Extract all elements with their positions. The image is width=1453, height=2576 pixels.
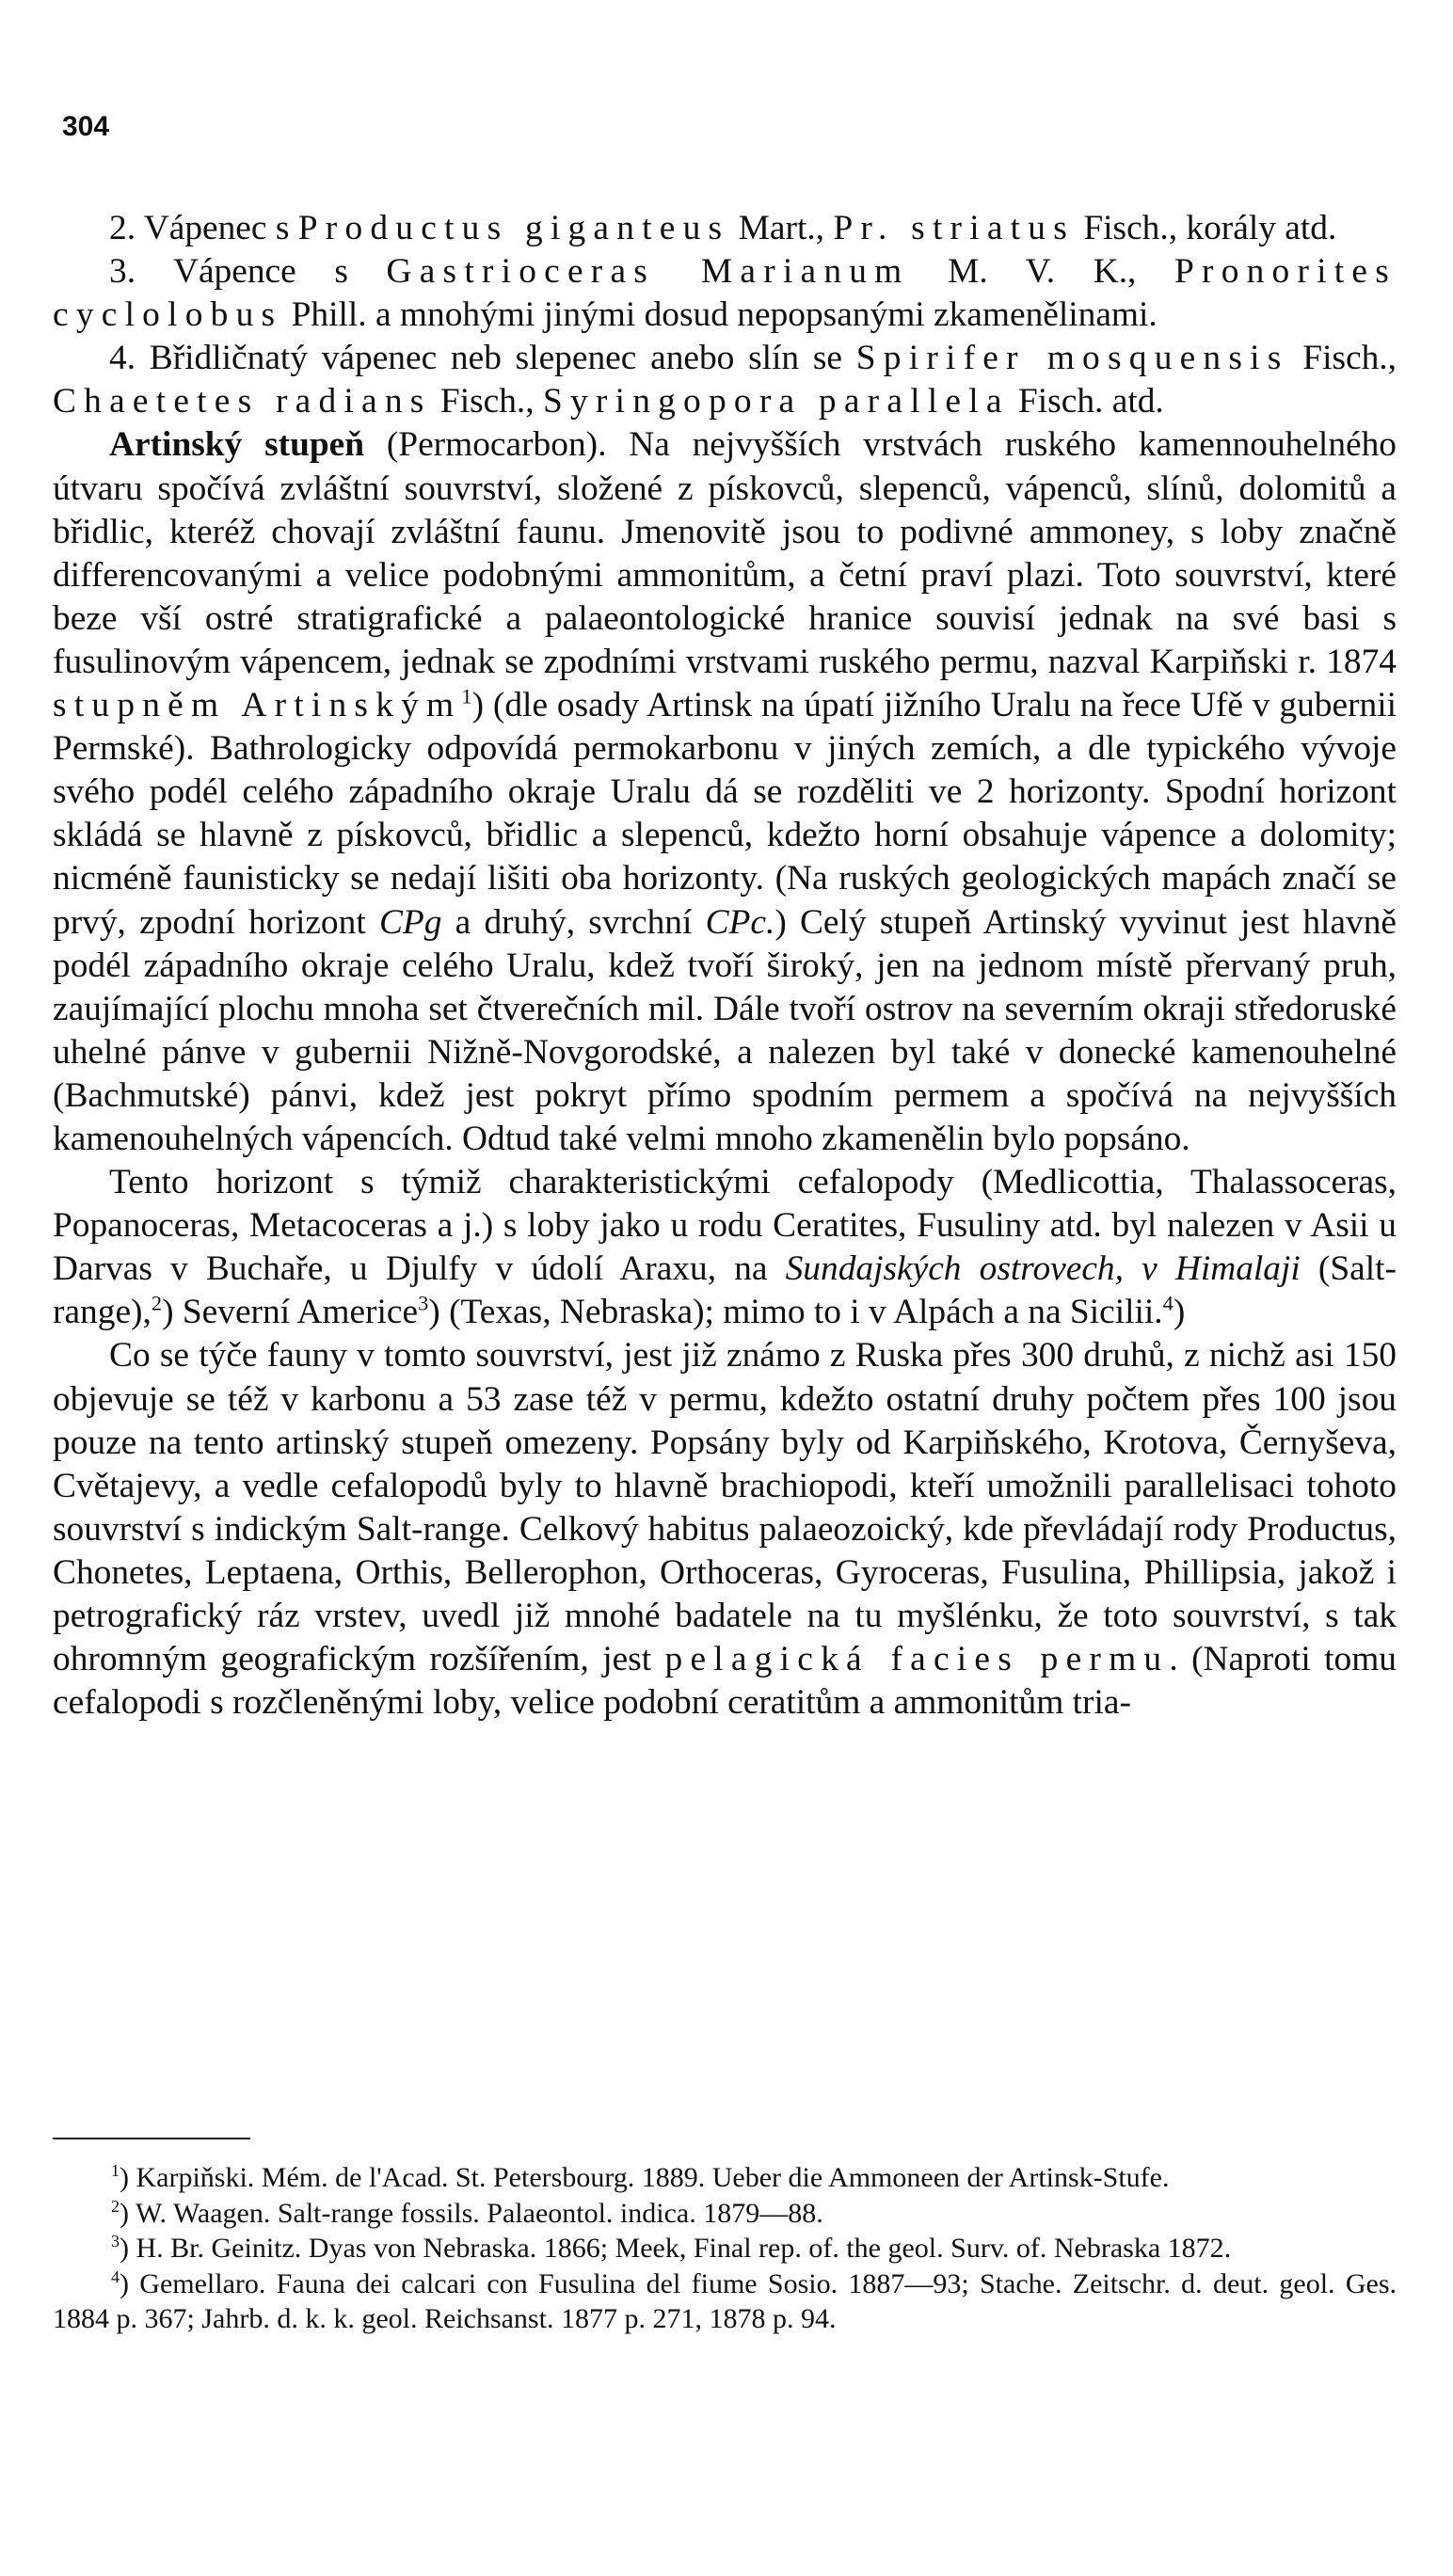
main-text — [53, 207, 1397, 1725]
footnote-divider — [53, 2138, 250, 2139]
text: 4. Břidličnatý vápenec neb slepenec anebo slín se — [109, 339, 856, 378]
text: ) Celý stupeň Artinský vyvinut jest hlavně podél západního okraje celého Uralu, kdež tvoří široký, jen na jednom místě přervaný pruh, zaujímající plochu mnoha set čtverečních mil. Dále tvoří ostrov na severním okraji středoruské uhelné pánve v gubernii Nižně-Novgorodské, a nalezen byl také v donecké kamenouhelné (Bachmutské) pánvi, kdež jest pokryt přímo spodním permem a spočívá na nejvyšších kamenouhelných vápencích. Odtud také velmi mnoho zkamenělin bylo popsáno. — [53, 902, 1397, 1158]
text: . (Naproti tomu cefalopodi s rozčleněnými loby, velice podobní ceratitům a ammonitům tria- — [53, 1640, 1397, 1723]
list-item-4 — [53, 337, 1397, 423]
page-number: 304 — [62, 111, 110, 142]
species-name: Syringopora parallela — [542, 382, 1010, 421]
species-name: Pr. striatus — [833, 209, 1075, 247]
text: (Permocarbon). Na nejvyšších vrstvách ruského kamennouhelného útvaru spočívá zvláštní souvrství, složené z pískovců, slepenců, vápenců, slínů, dolomitů a břidlic, kteréž chovají zvláštní faunu. Jmenovitě jsou to podivné ammoney, s loby značně differencovanými a velice podobnými ammonitům, a četní praví plazi. Toto souvrství, které beze vší ostré stratigrafické a palaeontologické hranice souvisí jednak na své basi s fusulinovým vápencem, jednak se zpodními vrstvami ruského permu, nazval Karpiňski r. 1874 — [53, 425, 1397, 681]
text: ) (Texas, Nebraska); mimo to i v Alpách a na Sicilii. — [428, 1293, 1163, 1332]
list-item-3 — [53, 250, 1397, 337]
text: 3. Vápence s — [109, 252, 387, 292]
text: Fisch. atd. — [1009, 382, 1164, 421]
footnote-mark: 3 — [111, 2232, 120, 2251]
text: Phill. a mnohými jinými dosud nepopsanými zkamenělinami. — [282, 295, 1158, 335]
footnote — [53, 2196, 1397, 2232]
text: ) — [1173, 1293, 1186, 1332]
paragraph-fauna — [53, 1334, 1397, 1725]
species-name: Gastrioceras Marianum — [386, 252, 910, 292]
footnote-ref[interactable]: 1 — [461, 684, 472, 708]
footnote-text: ) H. Br. Geinitz. Dyas von Nebraska. 1866; Meek, Final rep. of. the geol. Surv. of. Nebraska 1872. — [120, 2233, 1232, 2264]
footnotes — [53, 2160, 1397, 2337]
footnote — [53, 2160, 1397, 2196]
text: ) (dle osady Artinsk na úpatí jižního Uralu na řece Ufě v gubernii Permské). Bathrologicky odpovídá permokarbonu v jiných zemích, a dle typického vývoje svého podél celého západního okraje Uralu dá se rozděliti ve 2 horizonty. Spodní horizont skládá se hlavně z pískovců, břidlic a slepenců, kdežto horní obsahuje vápence a dolomity; nicméně faunisticky se nedají lišiti oba horizonty. (Na ruských geologických mapách značí se prvý, zpodní horizont — [53, 686, 1397, 942]
footnote-text: ) W. Waagen. Salt-range fossils. Palaeontol. indica. 1879—88. — [120, 2197, 823, 2229]
map-symbol: CPc. — [705, 902, 775, 942]
footnote — [53, 2231, 1397, 2266]
species-name: Pronorites cyclolobus — [53, 252, 1397, 335]
text: a druhý, svrchní — [441, 902, 706, 942]
footnote-ref[interactable]: 2 — [151, 1291, 163, 1315]
footnote-text: ) Karpiňski. Mém. de l'Acad. St. Petersbourg. 1889. Ueber die Ammoneen der Artinsk-Stufe. — [120, 2162, 1170, 2193]
text: Co se týče fauny v tomto souvrství, jest již známo z Ruska přes 300 druhů, z nichž asi 150 objevuje se též v karbonu a 53 zase též v permu, kdežto ostatní druhy počtem přes 100 jsou pouze na tento artinský stupeň omezeny. Popsány byly od Karpiňského, Krotova, Černyševa, Cvětajevy, a vedle cefalopodů byly to hlavně brachiopodi, kteří umožnili parallelisaci tohoto souvrství s indickým Salt-range. Celkový habitus palaeozoický, kde převládají rody Productus, Chonetes, Leptaena, Orthis, Bellerophon, Orthoceras, Gyroceras, Fusulina, Phillipsia, jakož i petrografický ráz vrstev, uvedl již mnohé badatele na tu myšlénku, že toto souvrství, s tak ohromným geografickým rozšířením, jest — [53, 1336, 1397, 1679]
species-name: Chaetetes radians — [53, 382, 432, 421]
emphasized-term: stupněm Artinským — [53, 686, 462, 725]
species-name: Spirifer mosquensis — [855, 339, 1289, 378]
footnote-mark: 4 — [111, 2266, 120, 2286]
section-heading: Artinský stupeň — [109, 425, 365, 465]
text: Fisch., — [431, 382, 543, 421]
paragraph-artinsk — [53, 423, 1397, 1161]
emphasized-place: Sundajských ostrovech, v Himalaji — [785, 1249, 1301, 1289]
text: (Salt-range), — [53, 1249, 1397, 1332]
footnote-ref[interactable]: 4 — [1162, 1291, 1174, 1315]
text: M. V. K., — [909, 252, 1174, 292]
footnote-ref[interactable]: 3 — [418, 1291, 429, 1315]
footnote — [53, 2266, 1397, 2337]
text: ) Severní Americe — [162, 1293, 419, 1332]
paragraph-horizon — [53, 1161, 1397, 1334]
footnote-text: ) Gemellaro. Fauna dei calcari con Fusulina del fiume Sosio. 1887—93; Stache. Zeitschr. d. deut. geol. Ges. 1884 p. 367; Jahrb. d. k. k. geol. Reichsanst. 1877 p. 271, 1878 p. 94. — [53, 2267, 1397, 2334]
text: Tento horizont s týmiž charakteristickými cefalopody (Medlicottia, Thalassoceras, Popanoceras, Metacoceras a j.) s loby jako u rodu Ceratites, Fusuliny atd. byl nalezen v Asii u Darvas v Buchaře, u Djulfy v údolí Araxu, na — [53, 1163, 1397, 1289]
map-symbol: CPg — [378, 902, 442, 942]
emphasized-term: pelagická facies permu — [664, 1640, 1170, 1679]
footnote-mark: 2 — [111, 2196, 120, 2216]
text: Mart., — [729, 209, 834, 247]
species-name: Productus giganteus — [297, 209, 730, 247]
list-item-2 — [53, 207, 1397, 250]
text: Fisch., korály atd. — [1075, 209, 1337, 247]
text: 2. Vápenec s — [109, 209, 298, 247]
footnote-mark: 1 — [111, 2161, 120, 2181]
text: Fisch., — [1288, 339, 1397, 378]
